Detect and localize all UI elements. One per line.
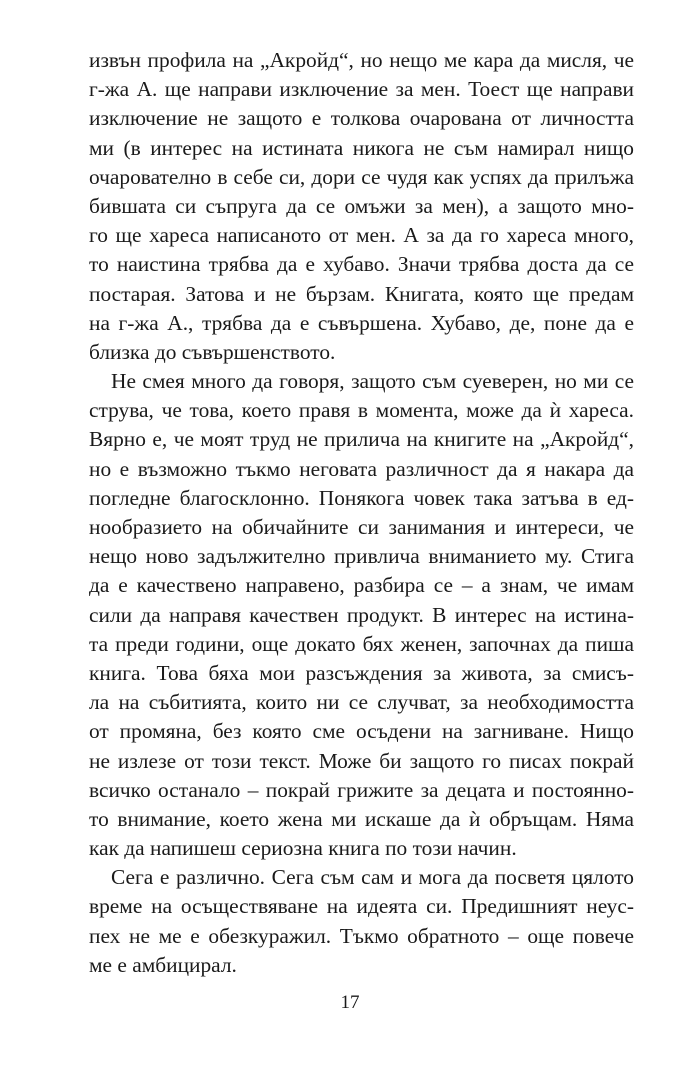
text-line: то внимание, което жена ми искаше да ѝ обръщам. Няма xyxy=(89,806,634,831)
text-line: Вярно е, че моят труд не прилича на книгите на „Акройд“, xyxy=(89,427,634,452)
text-line: не излезе от този текст. Може би защото го писах покрай xyxy=(89,748,634,773)
text-line: ла на събитията, които ни се случват, за необходимостта xyxy=(89,690,634,715)
text-line: близка до съвършенството. xyxy=(89,339,336,364)
text-line: г-жа А. ще направи изключение за мен. Тоест ще направи xyxy=(89,77,634,102)
text-line: го ще хареса написаното от мен. А за да го хареса много, xyxy=(89,223,634,248)
text-line: нообразието на обичайните си занимания и интереси, че xyxy=(89,515,634,539)
page-number: 17 xyxy=(340,992,360,1013)
text-line: Не смея много да говоря, защото съм суеверен, но ми се xyxy=(111,369,634,394)
text-line: постарая. Затова и не бързам. Книгата, която ще предам xyxy=(89,281,634,306)
text-line: на г-жа А., трябва да е съвършена. Хубаво, де, поне да е xyxy=(89,310,634,335)
text-line: бившата си съпруга да се омъжи за мен), а защото мно- xyxy=(89,193,634,218)
body-text xyxy=(89,46,634,980)
text-line: но е възможно тъкмо неговата различност да я накара да xyxy=(89,456,634,481)
text-line: погледне благосклонно. Понякога човек така затъва в ед- xyxy=(89,485,634,510)
text-line: то наистина трябва да е хубаво. Значи трябва доста да се xyxy=(89,252,634,277)
text-line: всичко останало – покрай грижите за децата и постоянно- xyxy=(89,777,634,802)
text-line: изключение не защото е толкова очарована от личността xyxy=(89,106,634,131)
text-line: Сега е различно. Сега съм сам и мога да посветя цялото xyxy=(111,865,634,890)
paragraph xyxy=(89,46,634,367)
text-line: сили да направя качествен продукт. В интерес на истина- xyxy=(89,602,634,627)
text-line: време на осъществяване на идеята си. Предишният неус- xyxy=(89,894,634,919)
text-line: нещо ново задължително привлича вниманието му. Стига xyxy=(89,544,634,569)
text-line: да е качествено направено, разбира се – а знам, че имам xyxy=(89,573,634,598)
text-line: пех не ме е обезкуражил. Тъкмо обратното – още повече xyxy=(89,923,634,948)
text-line: ме е амбицирал. xyxy=(89,952,237,977)
text-line: очарователно в себе си, дори се чудя как успях да прилъжа xyxy=(89,164,634,189)
text-line: от промяна, без която сме осъдени на загниване. Нищо xyxy=(89,719,634,744)
paragraph xyxy=(89,367,634,863)
text-line: ми (в интерес на истината никога не съм намирал нищо xyxy=(89,135,634,160)
text-line: как да напишеш сериозна книга по този начин. xyxy=(89,836,517,861)
text-line: та преди години, още докато бях женен, започнах да пиша xyxy=(89,631,634,656)
paragraph xyxy=(89,863,634,980)
text-line: струва, че това, което правя в момента, може да ѝ хареса. xyxy=(89,398,634,423)
text-line: извън профила на „Акройд“, но нещо ме кара да мисля, че xyxy=(89,48,634,72)
text-line: книга. Това бяха мои разсъждения за живота, за смисъ- xyxy=(89,660,634,685)
